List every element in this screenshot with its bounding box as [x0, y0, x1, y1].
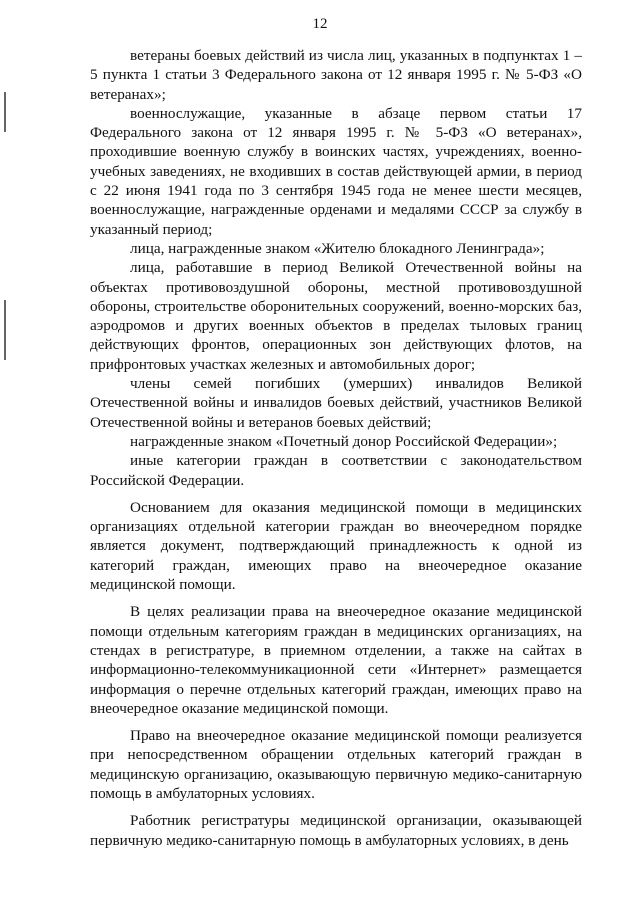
scan-edge-mark	[4, 300, 6, 360]
paragraph: награжденные знаком «Почетный донор Российской Федерации»;	[130, 432, 558, 450]
paragraph: военнослужащие, указанные в абзаце первом статьи 17 Федерального закона от 12 января 1995 г. № 5-ФЗ «О ветеранах», проходившие военную службу в воинских частях, учреждениях, военно-учебных заведениях, не входивших в состав действующей армии, в период с 22 июня 1941 года по 3 сентября 1945 года не менее шести месяцев, военнослужащие, награжденные орденами и медалями СССР за службу в указанный период;	[90, 104, 582, 238]
scan-edge-mark	[4, 92, 6, 132]
paragraph: ветераны боевых действий из числа лиц, указанных в подпунктах 1 – 5 пункта 1 статьи 3 Федерального закона от 12 января 1995 г. № 5-ФЗ «О ветеранах»;	[90, 47, 582, 103]
paragraph: В целях реализации права на внеочередное оказание медицинской помощи отдельным категориям граждан в медицинских организациях, на стендах в регистратуре, в приемном отделении, а также на сайтах в информационно-телекоммуникационной сети «Интернет» размещается информация о перечне отдельных категорий граждан, имеющих право на внеочередное оказание медицинской помощи.	[90, 603, 582, 717]
paragraph: Работник регистратуры медицинской организации, оказывающей первичную медико-санитарную помощь в амбулаторных условиях, в день	[90, 812, 582, 849]
paragraph: лица, работавшие в период Великой Отечественной войны на объектах противовоздушной обороны, местной противовоздушной обороны, строительстве оборонительных сооружений, военно-морских баз, аэродромов и других военных объектов в пределах тыловых границ действующих фронтов, операционных зон действующих флотов, на прифронтовых участках железных и автомобильных дорог;	[90, 259, 582, 373]
paragraph: лица, награжденные знаком «Жителю блокадного Ленинграда»;	[130, 239, 545, 257]
paragraph: члены семей погибших (умерших) инвалидов Великой Отечественной войны и инвалидов боевых действий, участников Великой Отечественной войны и ветеранов боевых действий;	[90, 375, 582, 431]
paragraph: Основанием для оказания медицинской помощи в медицинских организациях отдельной категории граждан во внеочередном порядке является документ, подтверждающий принадлежность к одной из категорий граждан, имеющих право на внеочередное оказание медицинской помощи.	[90, 498, 582, 594]
paragraph: Право на внеочередное оказание медицинской помощи реализуется при непосредственном обращении отдельных категорий граждан в медицинскую организацию, оказывающую первичную медико-санитарную помощь в амбулаторных условиях.	[90, 727, 582, 802]
page-number: 12	[312, 16, 328, 32]
paragraph: иные категории граждан в соответствии с законодательством Российской Федерации.	[90, 452, 582, 489]
document-body	[90, 46, 582, 850]
